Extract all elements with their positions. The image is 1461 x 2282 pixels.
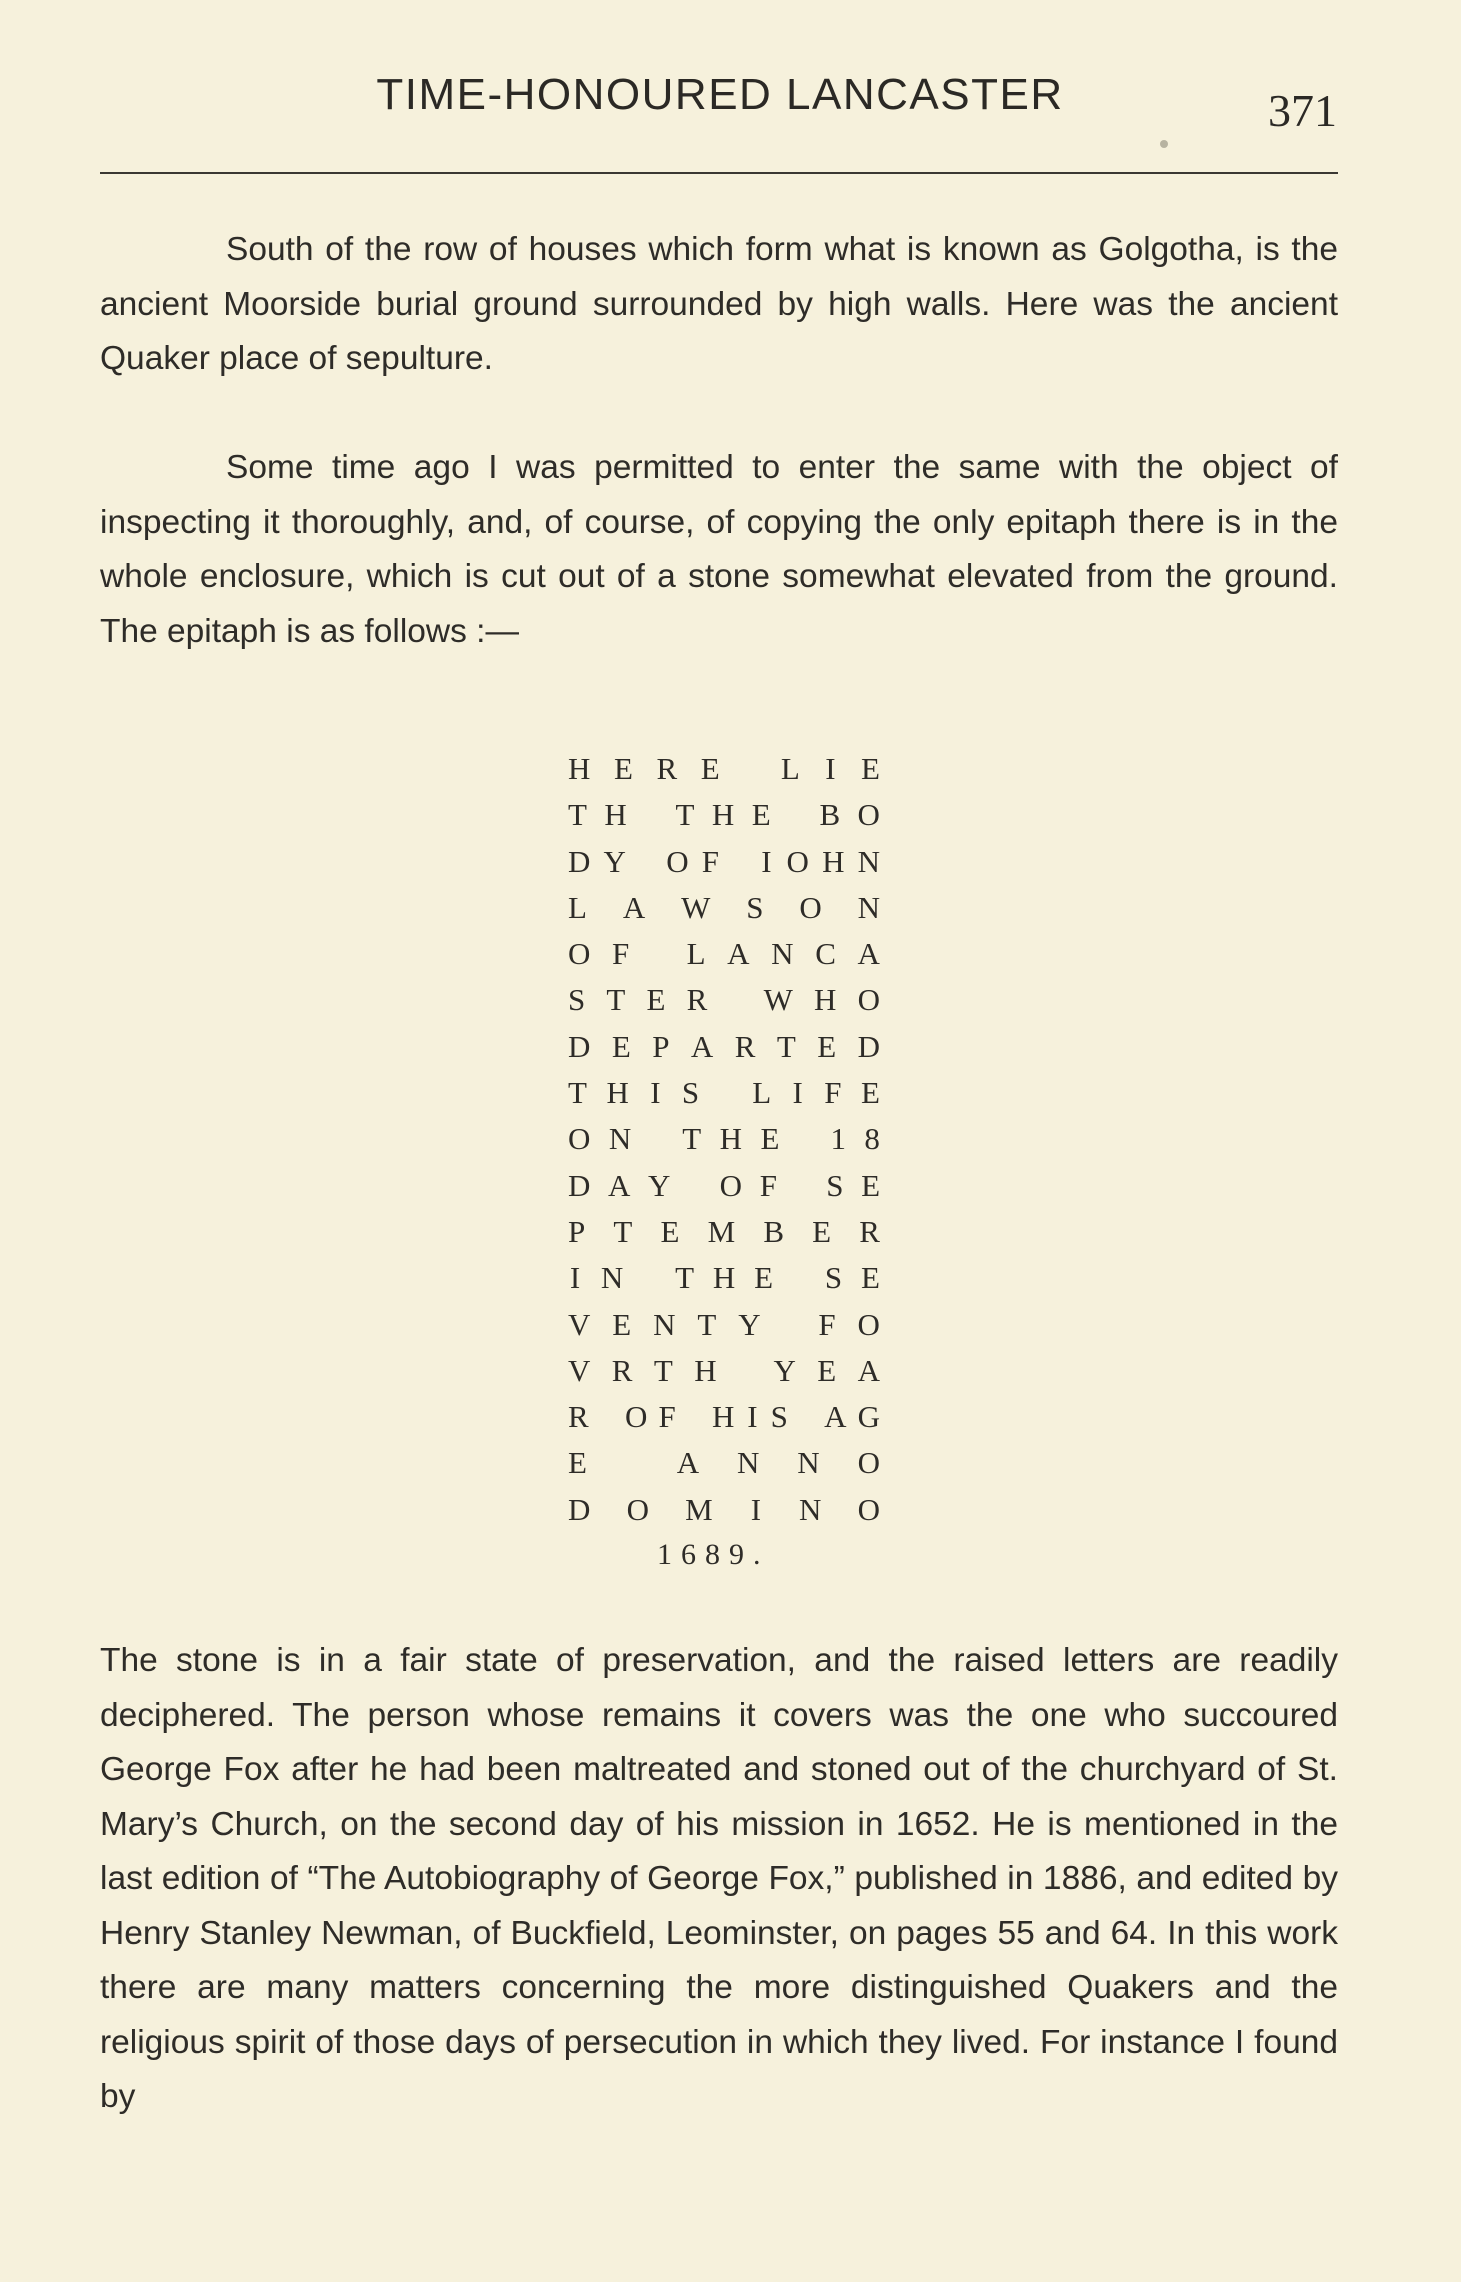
epitaph-letter: R (568, 1399, 589, 1435)
epitaph-letter: A (622, 889, 646, 925)
epitaph-letter: A (676, 1445, 700, 1481)
epitaph-letter: I (761, 843, 772, 879)
epitaph-line (568, 1116, 880, 1162)
epitaph-letter: P (652, 1028, 670, 1064)
epitaph-letter: E (613, 751, 633, 786)
epitaph-letter: S (746, 889, 764, 925)
epitaph-letter (795, 1163, 809, 1209)
epitaph-letter: A (824, 1399, 847, 1435)
epitaph-line (568, 1394, 880, 1440)
epitaph-letter: 8 (864, 1121, 880, 1157)
epitaph-letter: R (686, 982, 708, 1018)
epitaph-letter (687, 1394, 701, 1440)
epitaph-letter: A (690, 1028, 714, 1064)
epitaph-letter (719, 1070, 733, 1116)
epitaph-letter: N (608, 1121, 632, 1157)
epitaph-letter: I (747, 1399, 758, 1435)
epitaph-letter: O (857, 1491, 880, 1527)
epitaph-line (568, 839, 880, 885)
paragraph-epitaph-intro: Some time ago I was permitted to enter the same with the object of inspecting it thoroughly, and, of course, of copying the only epitaph there is in the whole enclosure, which is cut out of a stone somewhat elevated from the ground. The epitaph is as follows :— (100, 449, 1338, 650)
epitaph-letter: 1 (830, 1121, 846, 1157)
epitaph-letter: S (824, 1260, 843, 1296)
epitaph-letter: E (861, 751, 880, 786)
epitaph-letter (743, 746, 757, 792)
epitaph-letter: D (568, 1167, 591, 1203)
epitaph-letter: O (719, 1167, 743, 1203)
epitaph-letter: N (771, 936, 794, 972)
epitaph-letter: V (568, 1352, 591, 1388)
epitaph-line (568, 1487, 880, 1533)
epitaph-letter: T (568, 1075, 587, 1111)
header-rule (100, 172, 1338, 174)
epitaph-letter (651, 931, 665, 977)
epitaph-letter (728, 977, 742, 1023)
epitaph-letter: N (857, 843, 880, 879)
epitaph-letter: F (612, 936, 630, 972)
epitaph-letter: N (799, 1491, 822, 1527)
epitaph-letter: L (686, 936, 706, 972)
epitaph-letter: A (727, 936, 750, 972)
epitaph-letter: F (658, 1399, 676, 1435)
epitaph-letter: O (786, 843, 809, 879)
epitaph-letter: L (568, 889, 587, 925)
epitaph-letter: H (712, 1260, 736, 1296)
epitaph-block (568, 746, 888, 1533)
epitaph-letter: P (568, 1213, 586, 1249)
epitaph-letter: H (694, 1352, 717, 1388)
epitaph-letter (732, 839, 746, 885)
epitaph-letter: E (611, 1028, 631, 1064)
epitaph-letter: E (812, 1213, 832, 1249)
epitaph-line (568, 1070, 880, 1116)
epitaph-letter: E (861, 1075, 880, 1111)
epitaph-letter: T (568, 797, 587, 833)
epitaph-line (568, 1302, 880, 1348)
epitaph-letter: T (675, 1260, 694, 1296)
epitaph-letter (642, 1255, 656, 1301)
epitaph-letter: O (568, 936, 591, 972)
epitaph-letter: N (737, 1445, 760, 1481)
epitaph-letter: M (685, 1491, 713, 1527)
epitaph-letter: O (666, 843, 689, 879)
epitaph-letter: H (814, 982, 837, 1018)
epitaph-letter: H (719, 1121, 743, 1157)
epitaph-letter: T (682, 1121, 702, 1157)
epitaph-letter: H (711, 797, 735, 833)
epitaph-letter (688, 1163, 702, 1209)
running-title: TIME-HONOURED LANCASTER (376, 70, 1064, 119)
epitaph-letter: M (707, 1213, 736, 1249)
epitaph-letter: I (650, 1075, 661, 1111)
epitaph-letter (799, 1394, 813, 1440)
epitaph-letter: A (608, 1167, 631, 1203)
epitaph-letter (600, 1394, 614, 1440)
epitaph-letter: V (568, 1306, 591, 1342)
epitaph-line (568, 1163, 880, 1209)
epitaph-line (568, 1440, 880, 1486)
epitaph-line (568, 1255, 880, 1301)
epitaph-letter: E (646, 982, 666, 1018)
epitaph-letter: A (857, 1352, 880, 1388)
epitaph-letter: R (734, 1028, 756, 1064)
epitaph-letter: S (826, 1167, 844, 1203)
epitaph-letter (788, 792, 802, 838)
page-number: 371 (1268, 85, 1337, 136)
epitaph-letter (650, 1116, 664, 1162)
epitaph-letter: E (817, 1028, 837, 1064)
epitaph-line (568, 1209, 880, 1255)
epitaph-letter: N (653, 1306, 676, 1342)
epitaph-letter: O (568, 1121, 591, 1157)
epitaph-line (568, 1348, 880, 1394)
epitaph-letter: T (697, 1306, 717, 1342)
epitaph-line (568, 931, 880, 977)
epitaph-line (568, 792, 880, 838)
epitaph-letter: Y (773, 1352, 796, 1388)
epitaph-letter: Y (603, 843, 626, 879)
epitaph-letter: O (857, 1445, 880, 1481)
epitaph-letter: I (750, 1491, 762, 1527)
epitaph-letter: L (752, 1075, 772, 1111)
epitaph-letter: H (711, 1399, 735, 1435)
epitaph-letter: T (675, 797, 695, 833)
epitaph-letter: O (799, 889, 822, 925)
epitaph-letter: E (700, 751, 720, 786)
epitaph-letter: A (857, 936, 880, 972)
epitaph-letter (625, 1440, 639, 1486)
epitaph-letter: D (568, 1491, 591, 1527)
epitaph-letter: B (763, 1213, 785, 1249)
epitaph-letter: O (857, 1306, 880, 1342)
epitaph-letter: E (760, 1121, 780, 1157)
epitaph-letter: Y (738, 1306, 761, 1342)
epitaph-letter: E (861, 1167, 880, 1203)
paragraph-stone-description: The stone is in a fair state of preservation, and the raised letters are readily deciphered. The person whose remains it covers was the one who succoured George Fox after he had been maltreated and stoned out of the churchyard of St. Mary’s Church, on the second day of his mission in 1652. He is mentioned in the last edition of “The Autobiography of George Fox,” published in 1886, and edited by Henry Stanley Newman, of Buckfield, Leominster, on pages 55 and 64. In this work there are many matters concerning the more distinguished Quakers and the religious spirit of those days of persecution in which they lived. For instance I found by (100, 1642, 1338, 2115)
epitaph-letter: D (857, 1028, 880, 1064)
epitaph-letter: F (701, 843, 720, 879)
epitaph-letter (783, 1302, 797, 1348)
epitaph-letter: F (759, 1167, 777, 1203)
epitaph-letter (639, 839, 653, 885)
epitaph-letter: E (754, 1260, 774, 1296)
epitaph-letter: H (568, 751, 591, 786)
epitaph-letter: T (606, 982, 626, 1018)
epitaph-letter: C (815, 936, 836, 972)
epitaph-letter: N (857, 889, 880, 925)
epitaph-letter: S (568, 982, 586, 1018)
epitaph-letter: S (681, 1075, 700, 1111)
epitaph-letter: S (770, 1399, 788, 1435)
epitaph-letter: B (819, 797, 841, 833)
epitaph-letter: E (817, 1352, 837, 1388)
epitaph-letter: G (857, 1399, 880, 1435)
epitaph-letter: E (660, 1213, 680, 1249)
epitaph-letter: I (569, 1260, 581, 1296)
epitaph-line (568, 746, 880, 792)
paragraph-golgotha: South of the row of houses which form what is known as Golgotha, is the ancient Moorside burial ground surrounded by high walls. Here was the ancient Quaker place of sepulture. (100, 231, 1338, 377)
epitaph-letter: D (568, 843, 591, 879)
epitaph-letter: D (568, 1028, 591, 1064)
epitaph-letter: T (776, 1028, 796, 1064)
epitaph-letter: E (861, 1260, 880, 1296)
epitaph-letter: H (822, 843, 845, 879)
epitaph-line (568, 885, 880, 931)
epitaph-letter: O (626, 1491, 649, 1527)
epitaph-letter: N (600, 1260, 624, 1296)
epitaph-letter: R (859, 1213, 880, 1249)
epitaph-letter: E (751, 797, 771, 833)
epitaph-letter: I (825, 751, 836, 786)
epitaph-letter (792, 1255, 806, 1301)
epitaph-letter: W (681, 889, 711, 925)
epitaph-letter: F (818, 1306, 836, 1342)
epitaph-letter: R (656, 751, 678, 786)
epitaph-letter: H (606, 1075, 629, 1111)
print-speck (1160, 140, 1168, 148)
epitaph-line (568, 1024, 880, 1070)
epitaph-letter: O (857, 982, 880, 1018)
epitaph-letter: Y (648, 1167, 671, 1203)
epitaph-letter: L (780, 751, 800, 786)
epitaph-letter (644, 792, 658, 838)
epitaph-letter: E (612, 1306, 632, 1342)
epitaph-letter: N (797, 1445, 820, 1481)
epitaph-line (568, 977, 880, 1023)
epitaph-letter: W (763, 982, 793, 1018)
epitaph-letter: T (653, 1352, 673, 1388)
epitaph-letter: F (824, 1075, 842, 1111)
epitaph-letter: T (613, 1213, 633, 1249)
epitaph-letter: O (857, 797, 880, 833)
epitaph-year: 1689. (657, 1538, 770, 1571)
epitaph-letter: E (568, 1445, 587, 1481)
epitaph-letter: H (604, 797, 627, 833)
epitaph-letter: I (792, 1075, 803, 1111)
epitaph-letter: R (611, 1352, 633, 1388)
epitaph-letter (738, 1348, 752, 1394)
epitaph-letter (798, 1116, 812, 1162)
epitaph-letter: O (624, 1399, 648, 1435)
